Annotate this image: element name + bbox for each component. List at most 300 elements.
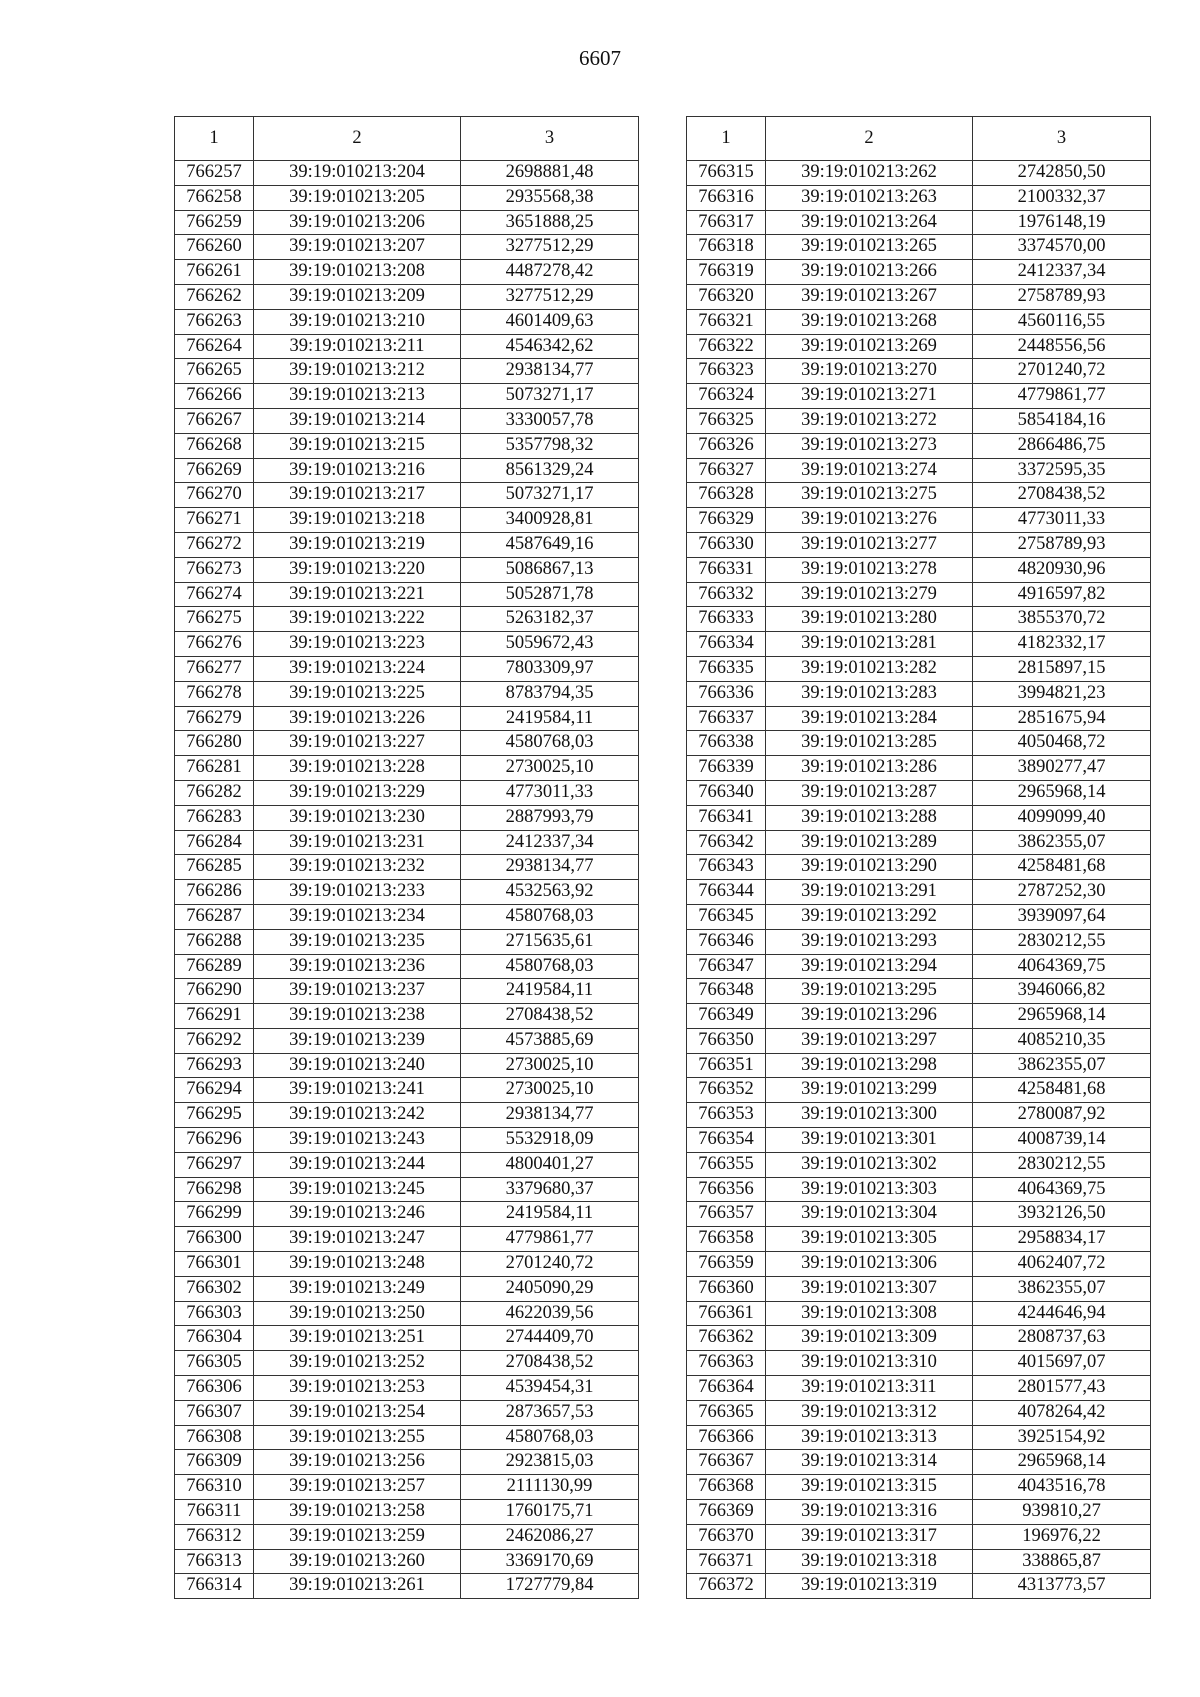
- cadastral-number-cell: 39:19:010213:294: [766, 954, 973, 979]
- row-number-cell: 766258: [175, 185, 254, 210]
- table-header-row: [687, 117, 1151, 161]
- table-row: [175, 681, 639, 706]
- table-row: [687, 1574, 1151, 1599]
- table-row: [175, 1004, 639, 1029]
- table-row: [687, 1400, 1151, 1425]
- row-number-cell: 766281: [175, 756, 254, 781]
- cadastral-number-cell: 39:19:010213:310: [766, 1351, 973, 1376]
- value-cell: 2787252,30: [973, 880, 1151, 905]
- value-cell: 2851675,94: [973, 706, 1151, 731]
- table-row: [175, 284, 639, 309]
- value-cell: 4779861,77: [973, 384, 1151, 409]
- table-row: [687, 830, 1151, 855]
- cadastral-number-cell: 39:19:010213:290: [766, 855, 973, 880]
- cadastral-number-cell: 39:19:010213:250: [254, 1301, 461, 1326]
- value-cell: 3862355,07: [973, 830, 1151, 855]
- row-number-cell: 766304: [175, 1326, 254, 1351]
- value-cell: 4050468,72: [973, 731, 1151, 756]
- value-cell: 2965968,14: [973, 780, 1151, 805]
- row-number-cell: 766307: [175, 1400, 254, 1425]
- table-row: [175, 408, 639, 433]
- row-number-cell: 766282: [175, 780, 254, 805]
- row-number-cell: 766318: [687, 235, 766, 260]
- value-cell: 4008739,14: [973, 1128, 1151, 1153]
- cadastral-number-cell: 39:19:010213:313: [766, 1425, 973, 1450]
- table-row: [175, 1103, 639, 1128]
- cadastral-number-cell: 39:19:010213:303: [766, 1177, 973, 1202]
- table-row: [687, 1276, 1151, 1301]
- cadastral-number-cell: 39:19:010213:318: [766, 1549, 973, 1574]
- cadastral-number-cell: 39:19:010213:276: [766, 508, 973, 533]
- value-cell: 2730025,10: [461, 1078, 639, 1103]
- value-cell: 2965968,14: [973, 1004, 1151, 1029]
- value-cell: 2938134,77: [461, 1103, 639, 1128]
- table-row: [687, 1326, 1151, 1351]
- table-row: [175, 1500, 639, 1525]
- cadastral-number-cell: 39:19:010213:211: [254, 334, 461, 359]
- table-row: [175, 1400, 639, 1425]
- cadastral-number-cell: 39:19:010213:278: [766, 557, 973, 582]
- cadastral-number-cell: 39:19:010213:293: [766, 929, 973, 954]
- row-number-cell: 766366: [687, 1425, 766, 1450]
- cadastral-number-cell: 39:19:010213:205: [254, 185, 461, 210]
- cadastral-number-cell: 39:19:010213:213: [254, 384, 461, 409]
- cadastral-number-cell: 39:19:010213:266: [766, 260, 973, 285]
- cadastral-number-cell: 39:19:010213:216: [254, 458, 461, 483]
- cadastral-number-cell: 39:19:010213:273: [766, 433, 973, 458]
- row-number-cell: 766354: [687, 1128, 766, 1153]
- row-number-cell: 766333: [687, 607, 766, 632]
- cadastral-number-cell: 39:19:010213:316: [766, 1500, 973, 1525]
- row-number-cell: 766323: [687, 359, 766, 384]
- table-row: [175, 731, 639, 756]
- cadastral-number-cell: 39:19:010213:280: [766, 607, 973, 632]
- cadastral-number-cell: 39:19:010213:312: [766, 1400, 973, 1425]
- value-cell: 2808737,63: [973, 1326, 1151, 1351]
- table-row: [687, 161, 1151, 186]
- cadastral-number-cell: 39:19:010213:281: [766, 632, 973, 657]
- row-number-cell: 766285: [175, 855, 254, 880]
- value-cell: 4062407,72: [973, 1252, 1151, 1277]
- row-number-cell: 766271: [175, 508, 254, 533]
- value-cell: 4258481,68: [973, 855, 1151, 880]
- table-row: [687, 904, 1151, 929]
- cadastral-number-cell: 39:19:010213:256: [254, 1450, 461, 1475]
- value-cell: 3372595,35: [973, 458, 1151, 483]
- row-number-cell: 766370: [687, 1524, 766, 1549]
- value-cell: 2708438,52: [461, 1004, 639, 1029]
- table-row: [175, 235, 639, 260]
- value-cell: 2830212,55: [973, 929, 1151, 954]
- table-row: [175, 1351, 639, 1376]
- row-number-cell: 766279: [175, 706, 254, 731]
- value-cell: 4601409,63: [461, 309, 639, 334]
- table-row: [175, 1252, 639, 1277]
- cadastral-number-cell: 39:19:010213:297: [766, 1028, 973, 1053]
- value-cell: 2715635,61: [461, 929, 639, 954]
- row-number-cell: 766314: [175, 1574, 254, 1599]
- value-cell: 2111130,99: [461, 1475, 639, 1500]
- cadastral-number-cell: 39:19:010213:257: [254, 1475, 461, 1500]
- column-header: 1: [175, 117, 254, 161]
- value-cell: 2462086,27: [461, 1524, 639, 1549]
- value-cell: 3369170,69: [461, 1549, 639, 1574]
- value-cell: 2958834,17: [973, 1227, 1151, 1252]
- table-row: [687, 880, 1151, 905]
- cadastral-number-cell: 39:19:010213:218: [254, 508, 461, 533]
- cadastral-number-cell: 39:19:010213:277: [766, 532, 973, 557]
- value-cell: 3994821,23: [973, 681, 1151, 706]
- value-cell: 7803309,97: [461, 656, 639, 681]
- table-row: [687, 1376, 1151, 1401]
- column-header: 2: [766, 117, 973, 161]
- cadastral-number-cell: 39:19:010213:309: [766, 1326, 973, 1351]
- table-row: [687, 1351, 1151, 1376]
- value-cell: 4532563,92: [461, 880, 639, 905]
- cadastral-number-cell: 39:19:010213:254: [254, 1400, 461, 1425]
- value-cell: 4078264,42: [973, 1400, 1151, 1425]
- row-number-cell: 766262: [175, 284, 254, 309]
- row-number-cell: 766325: [687, 408, 766, 433]
- table-row: [175, 1227, 639, 1252]
- row-number-cell: 766301: [175, 1252, 254, 1277]
- cadastral-number-cell: 39:19:010213:243: [254, 1128, 461, 1153]
- row-number-cell: 766268: [175, 433, 254, 458]
- value-cell: 5086867,13: [461, 557, 639, 582]
- value-cell: 2758789,93: [973, 532, 1151, 557]
- cadastral-number-cell: 39:19:010213:264: [766, 210, 973, 235]
- value-cell: 3379680,37: [461, 1177, 639, 1202]
- table-row: [687, 433, 1151, 458]
- cadastral-number-cell: 39:19:010213:246: [254, 1202, 461, 1227]
- value-cell: 3277512,29: [461, 284, 639, 309]
- row-number-cell: 766365: [687, 1400, 766, 1425]
- cadastral-number-cell: 39:19:010213:301: [766, 1128, 973, 1153]
- value-cell: 3862355,07: [973, 1276, 1151, 1301]
- cadastral-number-cell: 39:19:010213:270: [766, 359, 973, 384]
- table-row: [687, 284, 1151, 309]
- row-number-cell: 766317: [687, 210, 766, 235]
- cadastral-number-cell: 39:19:010213:261: [254, 1574, 461, 1599]
- cadastral-number-cell: 39:19:010213:268: [766, 309, 973, 334]
- table-row: [175, 433, 639, 458]
- row-number-cell: 766346: [687, 929, 766, 954]
- cadastral-number-cell: 39:19:010213:287: [766, 780, 973, 805]
- row-number-cell: 766367: [687, 1450, 766, 1475]
- cadastral-number-cell: 39:19:010213:237: [254, 979, 461, 1004]
- cadastral-number-cell: 39:19:010213:258: [254, 1500, 461, 1525]
- table-row: [687, 632, 1151, 657]
- value-cell: 2938134,77: [461, 359, 639, 384]
- row-number-cell: 766283: [175, 805, 254, 830]
- cadastral-number-cell: 39:19:010213:228: [254, 756, 461, 781]
- cadastral-number-cell: 39:19:010213:282: [766, 656, 973, 681]
- table-row: [175, 880, 639, 905]
- value-cell: 2708438,52: [973, 483, 1151, 508]
- cadastral-number-cell: 39:19:010213:221: [254, 582, 461, 607]
- row-number-cell: 766319: [687, 260, 766, 285]
- value-cell: 4085210,35: [973, 1028, 1151, 1053]
- value-cell: 2742850,50: [973, 161, 1151, 186]
- value-cell: 2698881,48: [461, 161, 639, 186]
- row-number-cell: 766261: [175, 260, 254, 285]
- value-cell: 4916597,82: [973, 582, 1151, 607]
- table-row: [175, 1202, 639, 1227]
- row-number-cell: 766324: [687, 384, 766, 409]
- cadastral-number-cell: 39:19:010213:267: [766, 284, 973, 309]
- row-number-cell: 766299: [175, 1202, 254, 1227]
- row-number-cell: 766357: [687, 1202, 766, 1227]
- value-cell: 2744409,70: [461, 1326, 639, 1351]
- cadastral-number-cell: 39:19:010213:292: [766, 904, 973, 929]
- value-cell: 2708438,52: [461, 1351, 639, 1376]
- row-number-cell: 766277: [175, 656, 254, 681]
- table-row: [687, 681, 1151, 706]
- row-number-cell: 766339: [687, 756, 766, 781]
- row-number-cell: 766278: [175, 681, 254, 706]
- column-header: 3: [461, 117, 639, 161]
- value-cell: 4244646,94: [973, 1301, 1151, 1326]
- table-row: [687, 508, 1151, 533]
- table-row: [687, 1004, 1151, 1029]
- value-cell: 5357798,32: [461, 433, 639, 458]
- row-number-cell: 766257: [175, 161, 254, 186]
- cadastral-number-cell: 39:19:010213:212: [254, 359, 461, 384]
- table-row: [175, 1028, 639, 1053]
- row-number-cell: 766337: [687, 706, 766, 731]
- cadastral-number-cell: 39:19:010213:289: [766, 830, 973, 855]
- table-header-row: [175, 117, 639, 161]
- value-cell: 1760175,71: [461, 1500, 639, 1525]
- row-number-cell: 766349: [687, 1004, 766, 1029]
- cadastral-number-cell: 39:19:010213:274: [766, 458, 973, 483]
- value-cell: 3277512,29: [461, 235, 639, 260]
- cadastral-number-cell: 39:19:010213:235: [254, 929, 461, 954]
- value-cell: 4779861,77: [461, 1227, 639, 1252]
- cadastral-number-cell: 39:19:010213:284: [766, 706, 973, 731]
- table-row: [687, 309, 1151, 334]
- cadastral-number-cell: 39:19:010213:214: [254, 408, 461, 433]
- row-number-cell: 766305: [175, 1351, 254, 1376]
- value-cell: 5532918,09: [461, 1128, 639, 1153]
- row-number-cell: 766356: [687, 1177, 766, 1202]
- value-cell: 4773011,33: [461, 780, 639, 805]
- table-row: [687, 334, 1151, 359]
- table-row: [175, 1524, 639, 1549]
- cadastral-number-cell: 39:19:010213:251: [254, 1326, 461, 1351]
- row-number-cell: 766269: [175, 458, 254, 483]
- cadastral-number-cell: 39:19:010213:224: [254, 656, 461, 681]
- value-cell: 338865,87: [973, 1549, 1151, 1574]
- row-number-cell: 766302: [175, 1276, 254, 1301]
- row-number-cell: 766345: [687, 904, 766, 929]
- table-row: [687, 1177, 1151, 1202]
- cadastral-number-cell: 39:19:010213:314: [766, 1450, 973, 1475]
- value-cell: 939810,27: [973, 1500, 1151, 1525]
- row-number-cell: 766294: [175, 1078, 254, 1103]
- table-row: [687, 855, 1151, 880]
- row-number-cell: 766315: [687, 161, 766, 186]
- row-number-cell: 766272: [175, 532, 254, 557]
- value-cell: 5052871,78: [461, 582, 639, 607]
- table-row: [175, 1078, 639, 1103]
- table-row: [687, 756, 1151, 781]
- table-row: [687, 1128, 1151, 1153]
- table-row: [175, 929, 639, 954]
- value-cell: 4580768,03: [461, 1425, 639, 1450]
- value-cell: 2405090,29: [461, 1276, 639, 1301]
- value-cell: 4043516,78: [973, 1475, 1151, 1500]
- value-cell: 2780087,92: [973, 1103, 1151, 1128]
- table-row: [175, 359, 639, 384]
- table-row: [175, 1425, 639, 1450]
- table-row: [687, 979, 1151, 1004]
- table-row: [687, 557, 1151, 582]
- cadastral-number-cell: 39:19:010213:291: [766, 880, 973, 905]
- cadastral-number-cell: 39:19:010213:275: [766, 483, 973, 508]
- row-number-cell: 766338: [687, 731, 766, 756]
- table-row: [175, 1450, 639, 1475]
- cadastral-number-cell: 39:19:010213:223: [254, 632, 461, 657]
- value-cell: 5073271,17: [461, 483, 639, 508]
- row-number-cell: 766267: [175, 408, 254, 433]
- cadastral-number-cell: 39:19:010213:286: [766, 756, 973, 781]
- row-number-cell: 766311: [175, 1500, 254, 1525]
- row-number-cell: 766291: [175, 1004, 254, 1029]
- value-cell: 4064369,75: [973, 954, 1151, 979]
- row-number-cell: 766316: [687, 185, 766, 210]
- page-number: 6607: [579, 46, 621, 70]
- cadastral-number-cell: 39:19:010213:232: [254, 855, 461, 880]
- cadastral-number-cell: 39:19:010213:215: [254, 433, 461, 458]
- row-number-cell: 766274: [175, 582, 254, 607]
- row-number-cell: 766289: [175, 954, 254, 979]
- cadastral-number-cell: 39:19:010213:295: [766, 979, 973, 1004]
- cadastral-number-cell: 39:19:010213:217: [254, 483, 461, 508]
- table-row: [175, 1574, 639, 1599]
- table-row: [687, 408, 1151, 433]
- value-cell: 3932126,50: [973, 1202, 1151, 1227]
- value-cell: 1976148,19: [973, 210, 1151, 235]
- row-number-cell: 766275: [175, 607, 254, 632]
- row-number-cell: 766327: [687, 458, 766, 483]
- value-cell: 3400928,81: [461, 508, 639, 533]
- row-number-cell: 766300: [175, 1227, 254, 1252]
- value-cell: 2938134,77: [461, 855, 639, 880]
- value-cell: 5073271,17: [461, 384, 639, 409]
- value-cell: 3890277,47: [973, 756, 1151, 781]
- cadastral-number-cell: 39:19:010213:236: [254, 954, 461, 979]
- table-row: [687, 706, 1151, 731]
- table-row: [175, 1177, 639, 1202]
- row-number-cell: 766303: [175, 1301, 254, 1326]
- table-row: [175, 1549, 639, 1574]
- row-number-cell: 766308: [175, 1425, 254, 1450]
- row-number-cell: 766330: [687, 532, 766, 557]
- value-cell: 4622039,56: [461, 1301, 639, 1326]
- value-cell: 2730025,10: [461, 756, 639, 781]
- value-cell: 4313773,57: [973, 1574, 1151, 1599]
- cadastral-number-cell: 39:19:010213:305: [766, 1227, 973, 1252]
- table-row: [175, 656, 639, 681]
- row-number-cell: 766352: [687, 1078, 766, 1103]
- cadastral-number-cell: 39:19:010213:265: [766, 235, 973, 260]
- row-number-cell: 766369: [687, 1500, 766, 1525]
- table-row: [687, 1425, 1151, 1450]
- value-cell: 4546342,62: [461, 334, 639, 359]
- row-number-cell: 766286: [175, 880, 254, 905]
- table-row: [175, 756, 639, 781]
- value-cell: 4539454,31: [461, 1376, 639, 1401]
- cadastral-number-cell: 39:19:010213:279: [766, 582, 973, 607]
- table-row: [175, 508, 639, 533]
- table-row: [175, 954, 639, 979]
- cadastral-number-cell: 39:19:010213:219: [254, 532, 461, 557]
- data-table-right: [686, 116, 1151, 1599]
- value-cell: 2801577,43: [973, 1376, 1151, 1401]
- table-row: [687, 1103, 1151, 1128]
- value-cell: 2100332,37: [973, 185, 1151, 210]
- cadastral-number-cell: 39:19:010213:304: [766, 1202, 973, 1227]
- value-cell: 2412337,34: [973, 260, 1151, 285]
- cadastral-number-cell: 39:19:010213:306: [766, 1252, 973, 1277]
- table-row: [687, 210, 1151, 235]
- table-row: [175, 830, 639, 855]
- table-row: [687, 1500, 1151, 1525]
- value-cell: 2419584,11: [461, 979, 639, 1004]
- value-cell: 4580768,03: [461, 904, 639, 929]
- row-number-cell: 766260: [175, 235, 254, 260]
- row-number-cell: 766296: [175, 1128, 254, 1153]
- table-row: [175, 1301, 639, 1326]
- table-row: [175, 161, 639, 186]
- table-row: [687, 532, 1151, 557]
- row-number-cell: 766309: [175, 1450, 254, 1475]
- cadastral-number-cell: 39:19:010213:231: [254, 830, 461, 855]
- data-table-left: [174, 116, 639, 1599]
- row-number-cell: 766310: [175, 1475, 254, 1500]
- table-row: [687, 1028, 1151, 1053]
- table-row: [687, 1301, 1151, 1326]
- cadastral-number-cell: 39:19:010213:260: [254, 1549, 461, 1574]
- cadastral-number-cell: 39:19:010213:262: [766, 161, 973, 186]
- table-row: [687, 483, 1151, 508]
- table-row: [687, 1227, 1151, 1252]
- table-row: [687, 582, 1151, 607]
- cadastral-number-cell: 39:19:010213:252: [254, 1351, 461, 1376]
- row-number-cell: 766355: [687, 1152, 766, 1177]
- value-cell: 2419584,11: [461, 1202, 639, 1227]
- cadastral-number-cell: 39:19:010213:234: [254, 904, 461, 929]
- cadastral-number-cell: 39:19:010213:220: [254, 557, 461, 582]
- table-row: [175, 384, 639, 409]
- table-row: [687, 1202, 1151, 1227]
- table-row: [687, 1524, 1151, 1549]
- row-number-cell: 766372: [687, 1574, 766, 1599]
- value-cell: 4560116,55: [973, 309, 1151, 334]
- cadastral-number-cell: 39:19:010213:229: [254, 780, 461, 805]
- row-number-cell: 766276: [175, 632, 254, 657]
- value-cell: 2830212,55: [973, 1152, 1151, 1177]
- cadastral-number-cell: 39:19:010213:233: [254, 880, 461, 905]
- cadastral-number-cell: 39:19:010213:210: [254, 309, 461, 334]
- cadastral-number-cell: 39:19:010213:248: [254, 1252, 461, 1277]
- cadastral-number-cell: 39:19:010213:285: [766, 731, 973, 756]
- value-cell: 4580768,03: [461, 954, 639, 979]
- cadastral-number-cell: 39:19:010213:241: [254, 1078, 461, 1103]
- row-number-cell: 766290: [175, 979, 254, 1004]
- table-row: [175, 557, 639, 582]
